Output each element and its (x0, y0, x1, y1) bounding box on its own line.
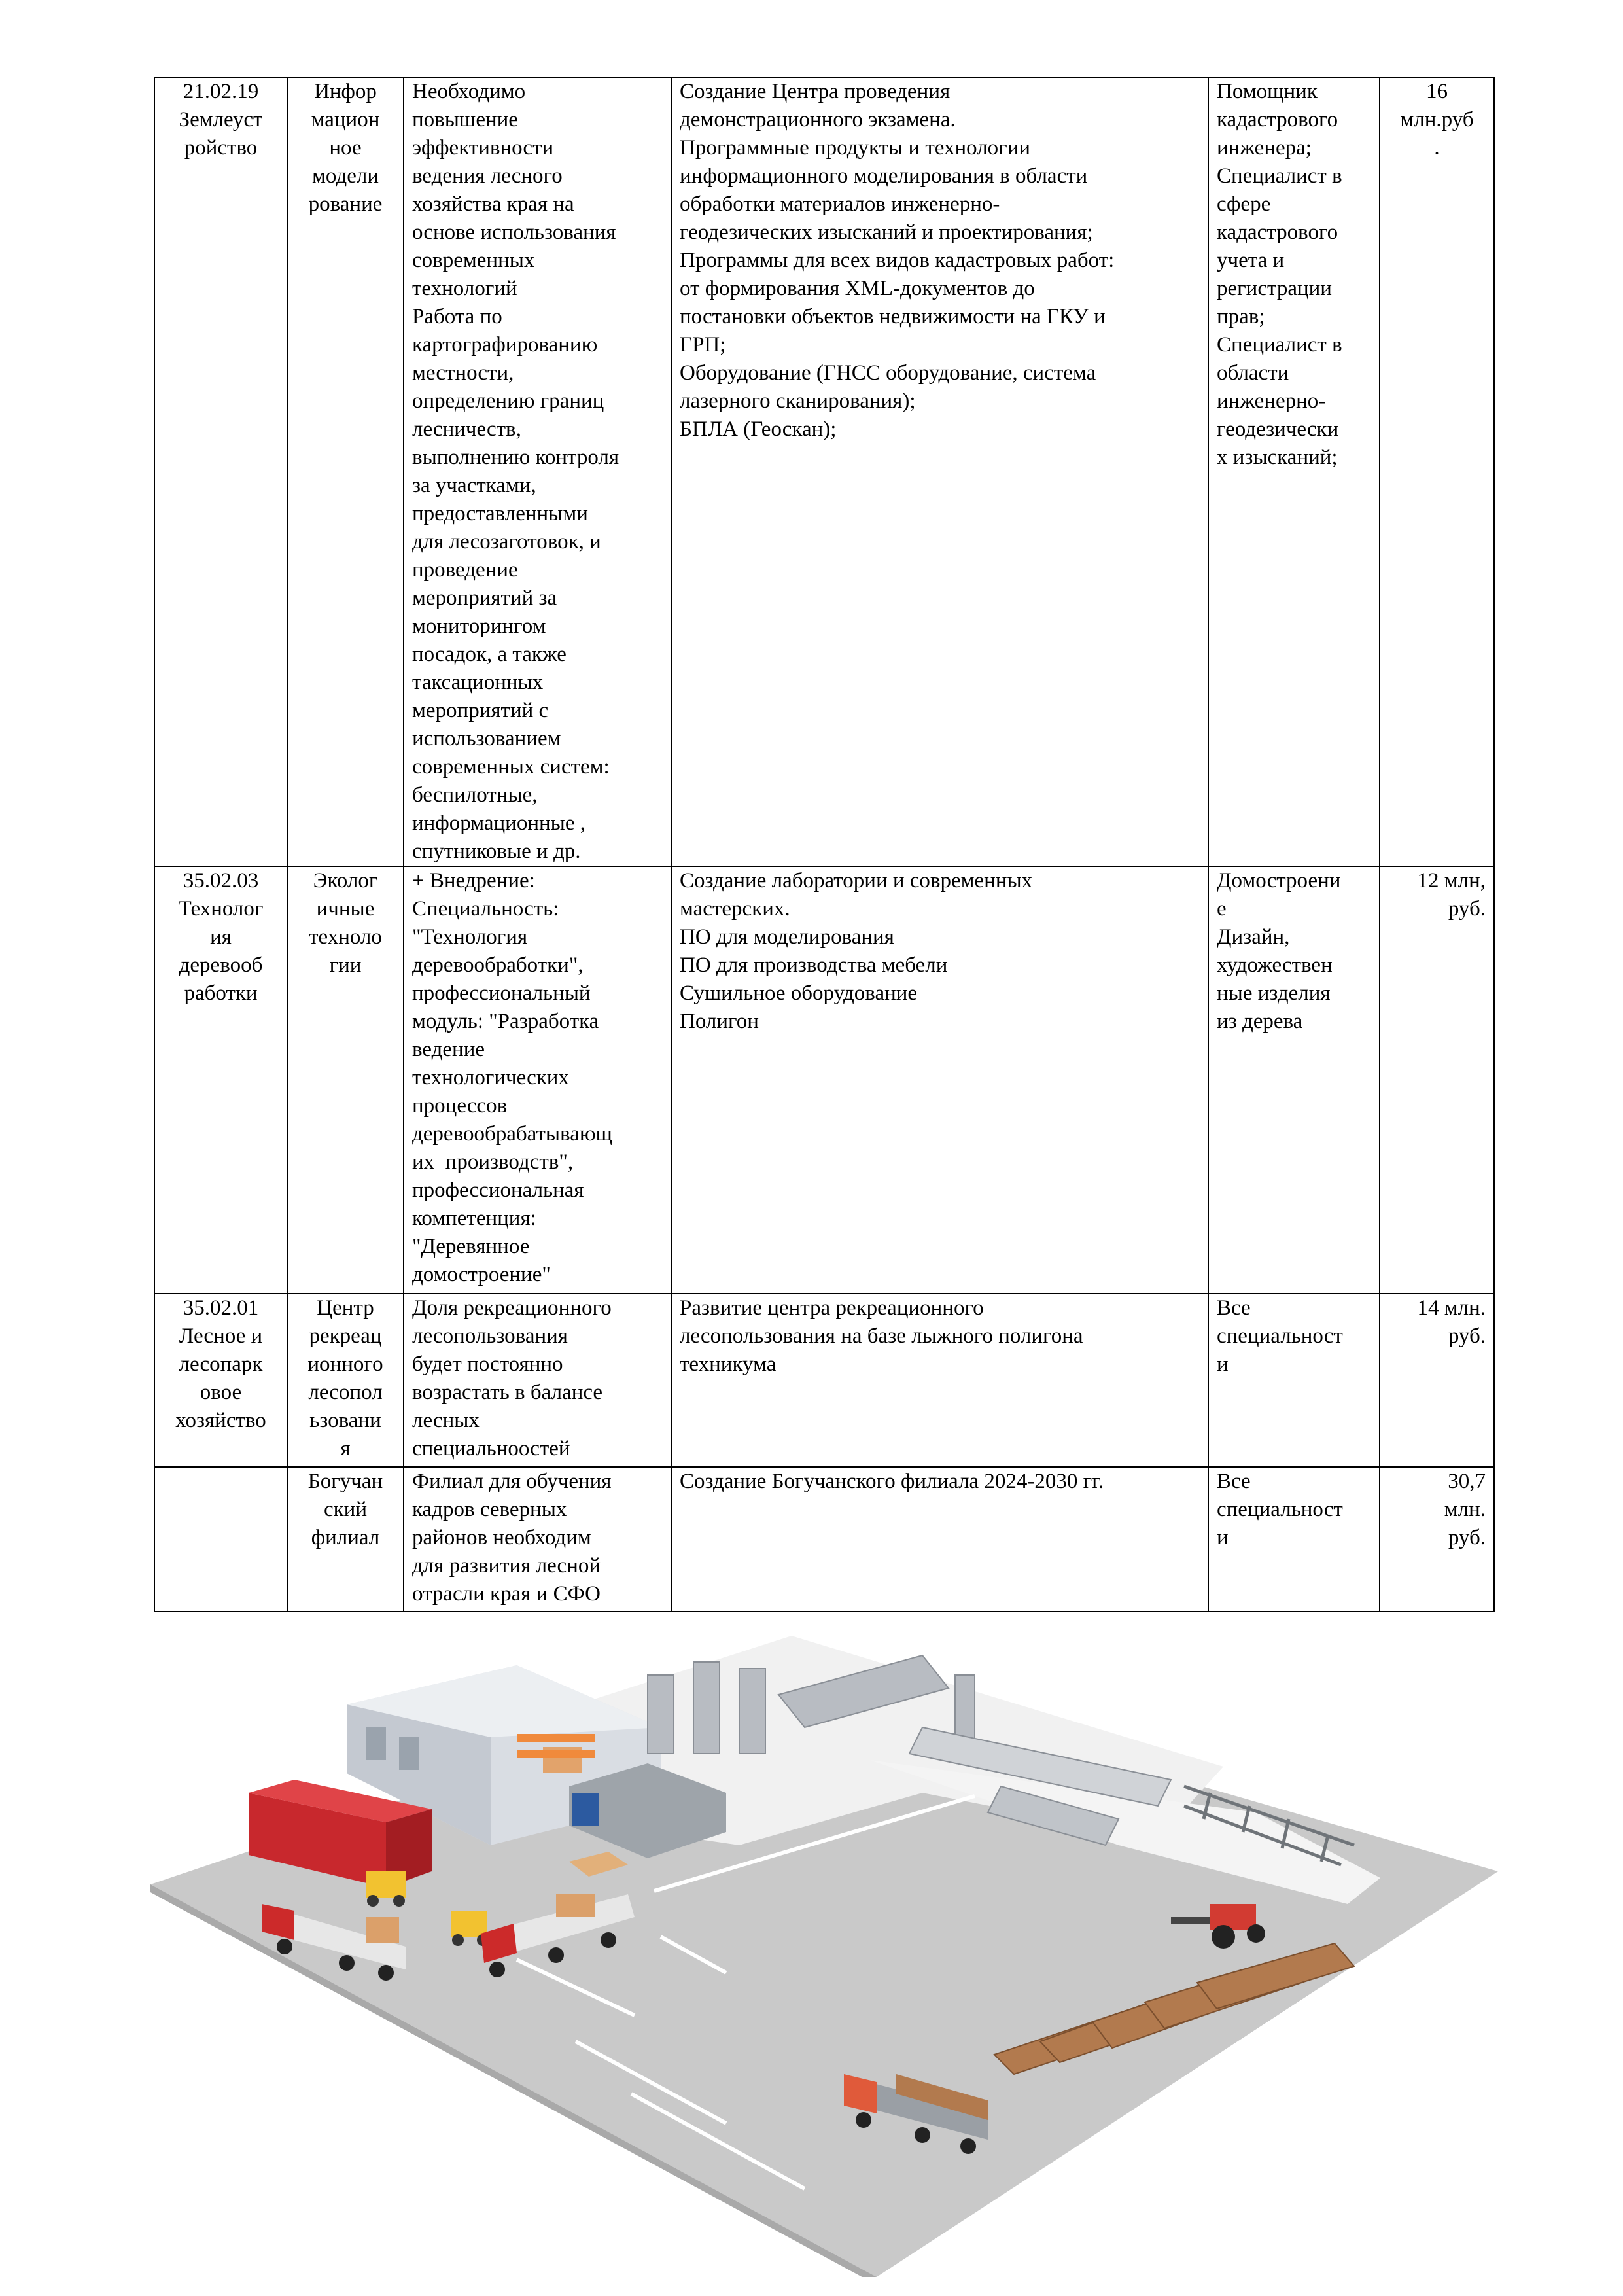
specialists-cell: Домостроени е Дизайн, художествен ные изделия из дерева (1208, 866, 1380, 1294)
cost-cell: 30,7 млн. руб. (1380, 1467, 1494, 1612)
direction-cell: Эколог ичные техноло гии (287, 866, 404, 1294)
specialty-code-cell: 35.02.03 Технолог ия деревооб работки (154, 866, 287, 1294)
justification-cell: Филиал для обучения кадров северных районов необходим для развития лесной отрасли края и СФО (404, 1467, 671, 1612)
specialty-code-cell (154, 1467, 287, 1612)
justification-cell: Доля рекреационного лесопользования будет постоянно возрастать в балансе лесных специальноостей (404, 1294, 671, 1467)
table-row (154, 1294, 1494, 1467)
table-row (154, 866, 1494, 1294)
lumber-mill-site-illustration (150, 1597, 1498, 2277)
direction-cell: Инфор мацион ное модели рование (287, 77, 404, 866)
specialists-cell: Все специальност и (1208, 1294, 1380, 1467)
specialists-cell: Помощник кадастрового инженера; Специалист в сфере кадастрового учета и регистрации прав; Специалист в области инженерно- геодезически х изысканий; (1208, 77, 1380, 866)
cost-cell: 16 млн.руб . (1380, 77, 1494, 866)
measures-cell: Создание Центра проведения демонстрационного экзамена. Программные продукты и технологии информационного моделирования в области обработки материалов инженерно- геодезических изысканий и проектирования; Программы для всех видов кадастровых работ: от формирования XML-документов до постановки объектов недвижимости на ГКУ и ГРП; Оборудование (ГНСС оборудование, система лазерного сканирования); БПЛА (Геоскан); (671, 77, 1208, 866)
table-row (154, 1467, 1494, 1612)
table-row (154, 77, 1494, 866)
cost-cell: 12 млн, руб. (1380, 866, 1494, 1294)
direction-cell: Центр рекреац ионного лесопол ьзовани я (287, 1294, 404, 1467)
specialists-cell: Все специальност и (1208, 1467, 1380, 1612)
direction-cell: Богучан ский филиал (287, 1467, 404, 1612)
justification-cell: Необходимо повышение эффективности ведения лесного хозяйства края на основе использования современных технологий Работа по картографированию местности, определению границ лесничеств, выполнению контроля за участками, предоставленными для лесозаготовок, и проведение мероприятий за мониторингом посадок, а также таксационных мероприятий с использованием современных систем: беспилотные, информационные , спутниковые и др. (404, 77, 671, 866)
measures-cell: Создание Богучанского филиала 2024-2030 гг. (671, 1467, 1208, 1612)
specialty-code-cell: 21.02.19 Землеуст ройство (154, 77, 287, 866)
development-plan-table (154, 77, 1495, 1612)
measures-cell: Создание лаборатории и современных мастерских. ПО для моделирования ПО для производства мебели Сушильное оборудование Полигон (671, 866, 1208, 1294)
measures-cell: Развитие центра рекреационного лесопользования на базе лыжного полигона техникума (671, 1294, 1208, 1467)
cost-cell: 14 млн. руб. (1380, 1294, 1494, 1467)
justification-cell: + Внедрение: Специальность: "Технология деревообработки", профессиональный модуль: "Разработка ведение технологических процессов деревообрабатывающ их производств", профессиональная компетенция: "Деревянное домостроение" (404, 866, 671, 1294)
specialty-code-cell: 35.02.01 Лесное и лесопарк овое хозяйство (154, 1294, 287, 1467)
